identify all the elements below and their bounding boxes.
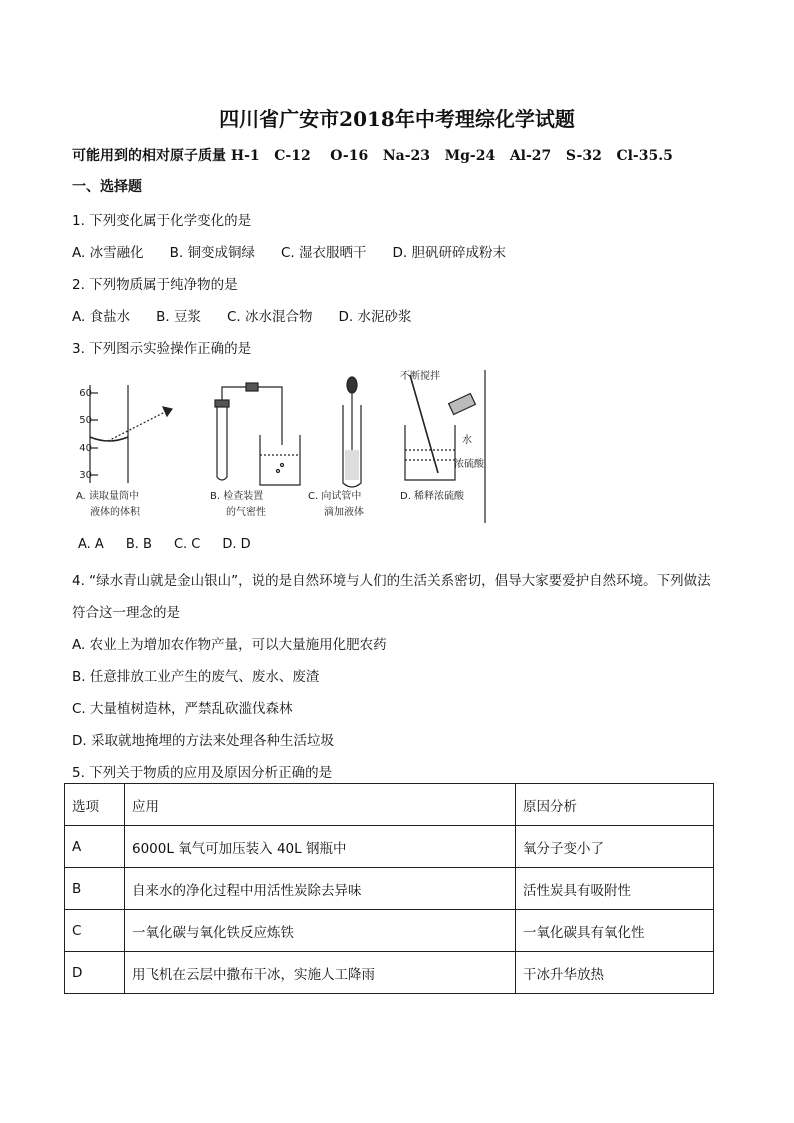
row-c-option: C [65,910,125,952]
table-row[interactable] [65,952,714,994]
graduated-cylinder-illustration [90,385,172,483]
table-row[interactable] [65,910,714,952]
row-d-option: D [65,952,125,994]
row-d-reason: 干冰升华放热 [516,952,714,994]
row-b-option: B [65,868,125,910]
q5-table [64,783,714,994]
scale-50: 50 [79,415,92,426]
q4-option-b[interactable]: B. 任意排放工业产生的废气、废水、废渣 [72,669,320,685]
scale-60: 60 [79,388,92,399]
q1-options [72,241,532,261]
q4-stem-line2: 符合这一理念的是 [72,605,180,621]
dropper-illustration [343,377,361,487]
row-b-reason: 活性炭具有吸附性 [516,868,714,910]
section-heading: 一、选择题 [72,179,142,195]
q3-experiment-figure [70,365,490,525]
caption-b-line2: 的气密性 [226,507,266,518]
q2-option-a[interactable]: A. 食盐水 [72,309,131,325]
q3-option-a[interactable]: A. A [78,537,104,552]
row-c-reason: 一氧化碳具有氧化性 [516,910,714,952]
q1-option-b[interactable]: B. 铜变成铜绿 [169,245,255,261]
q4-stem-line1: 4. “绿水青山就是金山银山”，说的是自然环境与人们的生活关系密切，倡导大家要爱护自然环境。下列做法 [72,573,711,589]
q3-option-c[interactable]: C. C [173,537,201,552]
stir-label: 不断搅拌 [400,371,440,382]
row-b-application: 自来水的净化过程中用活性炭除去异味 [125,868,516,910]
row-d-application: 用飞机在云层中撒布干冰，实施人工降雨 [125,952,516,994]
caption-d-line1: D. 稀释浓硫酸 [400,491,465,502]
q3-option-b[interactable]: B. B [125,537,152,552]
q1-stem: 1. 下列变化属于化学变化的是 [72,213,252,229]
row-a-reason: 氧分子变小了 [516,826,714,868]
q2-option-c[interactable]: C. 冰水混合物 [226,309,313,325]
q4-option-c[interactable]: C. 大量植树造林，严禁乱砍滥伐森林 [72,701,293,717]
q2-option-b[interactable]: B. 豆浆 [156,309,201,325]
q2-stem: 2. 下列物质属于纯净物的是 [72,277,238,293]
table-row[interactable] [65,826,714,868]
caption-c-line2: 滴加液体 [324,507,364,518]
caption-b-line1: B. 检查装置 [210,491,264,502]
q2-option-d[interactable]: D. 水泥砂浆 [338,309,412,325]
row-a-option: A [65,826,125,868]
table-row[interactable] [65,868,714,910]
caption-a-line1: A. 读取量筒中 [76,491,140,502]
page-title: 四川省广安市2018年中考理综化学试题 [219,107,575,131]
header-reason: 原因分析 [516,784,714,826]
q5-stem: 5. 下列关于物质的应用及原因分析正确的是 [72,765,333,781]
q3-option-d[interactable]: D. D [222,537,251,552]
water-label: 水 [462,435,472,446]
header-application: 应用 [125,784,516,826]
caption-a-line2: 液体的体积 [90,507,140,518]
q1-option-a[interactable]: A. 冰雪融化 [72,245,144,261]
relative-atomic-masses: 可能用到的相对原子质量 H-1 C-12 O-16 Na-23 Mg-24 Al-27 S-32 Cl-35.5 [72,148,673,164]
header-option: 选项 [65,784,125,826]
q1-option-d[interactable]: D. 胆矾研碎成粉末 [392,245,506,261]
q3-stem: 3. 下列图示实验操作正确的是 [72,341,252,357]
scale-30: 30 [79,470,92,481]
q1-option-c[interactable]: C. 湿衣服晒干 [280,245,367,261]
row-c-application: 一氧化碳与氧化铁反应炼铁 [125,910,516,952]
q3-options [78,537,273,552]
table-header-row [65,784,714,826]
q2-options [72,305,437,325]
q4-option-d[interactable]: D. 采取就地掩埋的方法来处理各种生活垃圾 [72,733,334,749]
scale-40: 40 [79,443,92,454]
airtightness-check-illustration [215,383,300,485]
row-a-application: 6000L 氧气可加压装入 40L 钢瓶中 [125,826,516,868]
caption-c-line1: C. 向试管中 [308,491,362,502]
acid-label: 浓硫酸 [454,459,484,470]
q4-option-a[interactable]: A. 农业上为增加农作物产量，可以大量施用化肥农药 [72,637,387,653]
